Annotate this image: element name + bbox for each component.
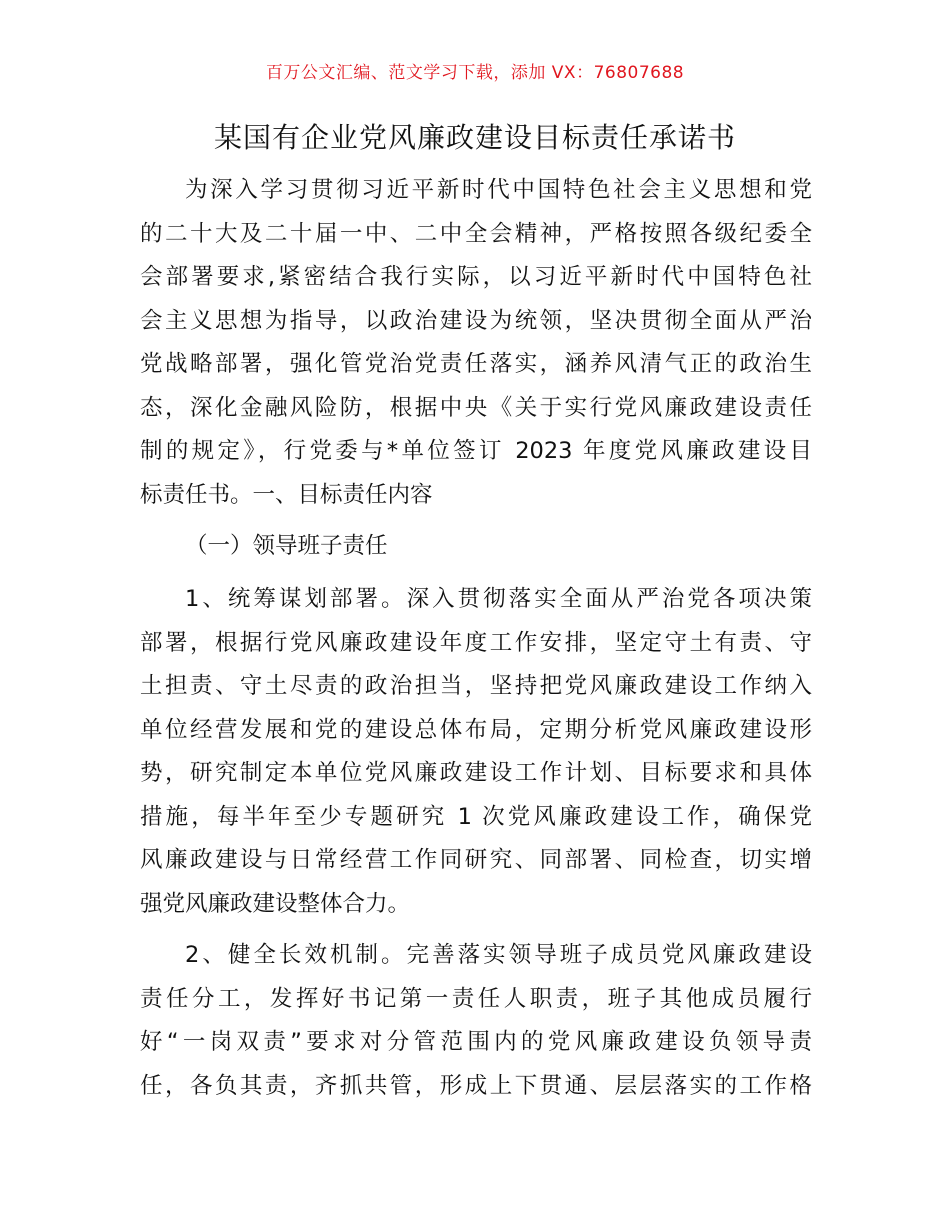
item1-line-4: 单位经营发展和党的建设总体布局，定期分析党风廉政建设形: [140, 716, 812, 743]
intro-line-6: 态，深化金融风险防，根据中央《关于实行党风廉政建设责任: [140, 394, 812, 421]
item1-paragraph: [140, 578, 812, 926]
intro-line-8: 标责任书。一、目标责任内容: [140, 481, 433, 508]
intro-line-1: 为深入学习贯彻习近平新时代中国特色社会主义思想和党: [185, 177, 812, 203]
item1-line-2: 部署，根据行党风廉政建设年度工作安排，坚定守土有责、守: [140, 629, 812, 656]
item1-line-7: 风廉政建设与日常经营工作同研究、同部署、同检查，切实增: [140, 847, 812, 873]
intro-line-4: 会主义思想为指导，以政治建设为统领，坚决贯彻全面从严治: [140, 307, 812, 334]
document-title: 某国有企业党风廉政建设目标责任承诺书: [213, 121, 736, 154]
header-promo-note: 百万公文汇编、范文学习下载，添加 VX：76807688: [265, 63, 685, 83]
item1-line-6: 措施，每半年至少专题研究 1 次党风廉政建设工作，确保党: [140, 803, 812, 830]
intro-line-3: 会部署要求,紧密结合我行实际，以习近平新时代中国特色社: [140, 264, 812, 290]
item1-line-5: 势，研究制定本单位党风廉政建设工作计划、目标要求和具体: [140, 760, 812, 786]
intro-line-7: 制的规定》，行党委与*单位签订 2023 年度党风廉政建设目: [140, 438, 812, 464]
item1-line-8: 强党风廉政建设整体合力。: [140, 890, 411, 917]
intro-line-5: 党战略部署，强化管党治党责任落实，涵养风清气正的政治生: [140, 351, 812, 377]
section-heading-paragraph: [140, 525, 812, 569]
intro-line-2: 的二十大及二十届一中、二中全会精神，严格按照各级纪委全: [140, 220, 812, 247]
item2-line-3: 好“一岗双责”要求对分管范围内的党风廉政建设负领导责: [140, 1029, 812, 1055]
item1-line-1: 1、统筹谋划部署。深入贯彻落实全面从严治党各项决策: [185, 586, 812, 612]
item1-line-3: 土担责、守土尽责的政治担当，坚持把党风廉政建设工作纳入: [140, 673, 812, 699]
intro-paragraph: [140, 169, 812, 517]
item2-paragraph: [140, 934, 812, 1108]
item2-line-4: 任，各负其责，齐抓共管，形成上下贯通、层层落实的工作格: [140, 1072, 812, 1099]
section-heading: （一）领导班子责任: [185, 533, 388, 559]
item2-line-2: 责任分工，发挥好书记第一责任人职责，班子其他成员履行: [140, 985, 812, 1012]
item2-line-1: 2、健全长效机制。完善落实领导班子成员党风廉政建设: [185, 942, 812, 968]
